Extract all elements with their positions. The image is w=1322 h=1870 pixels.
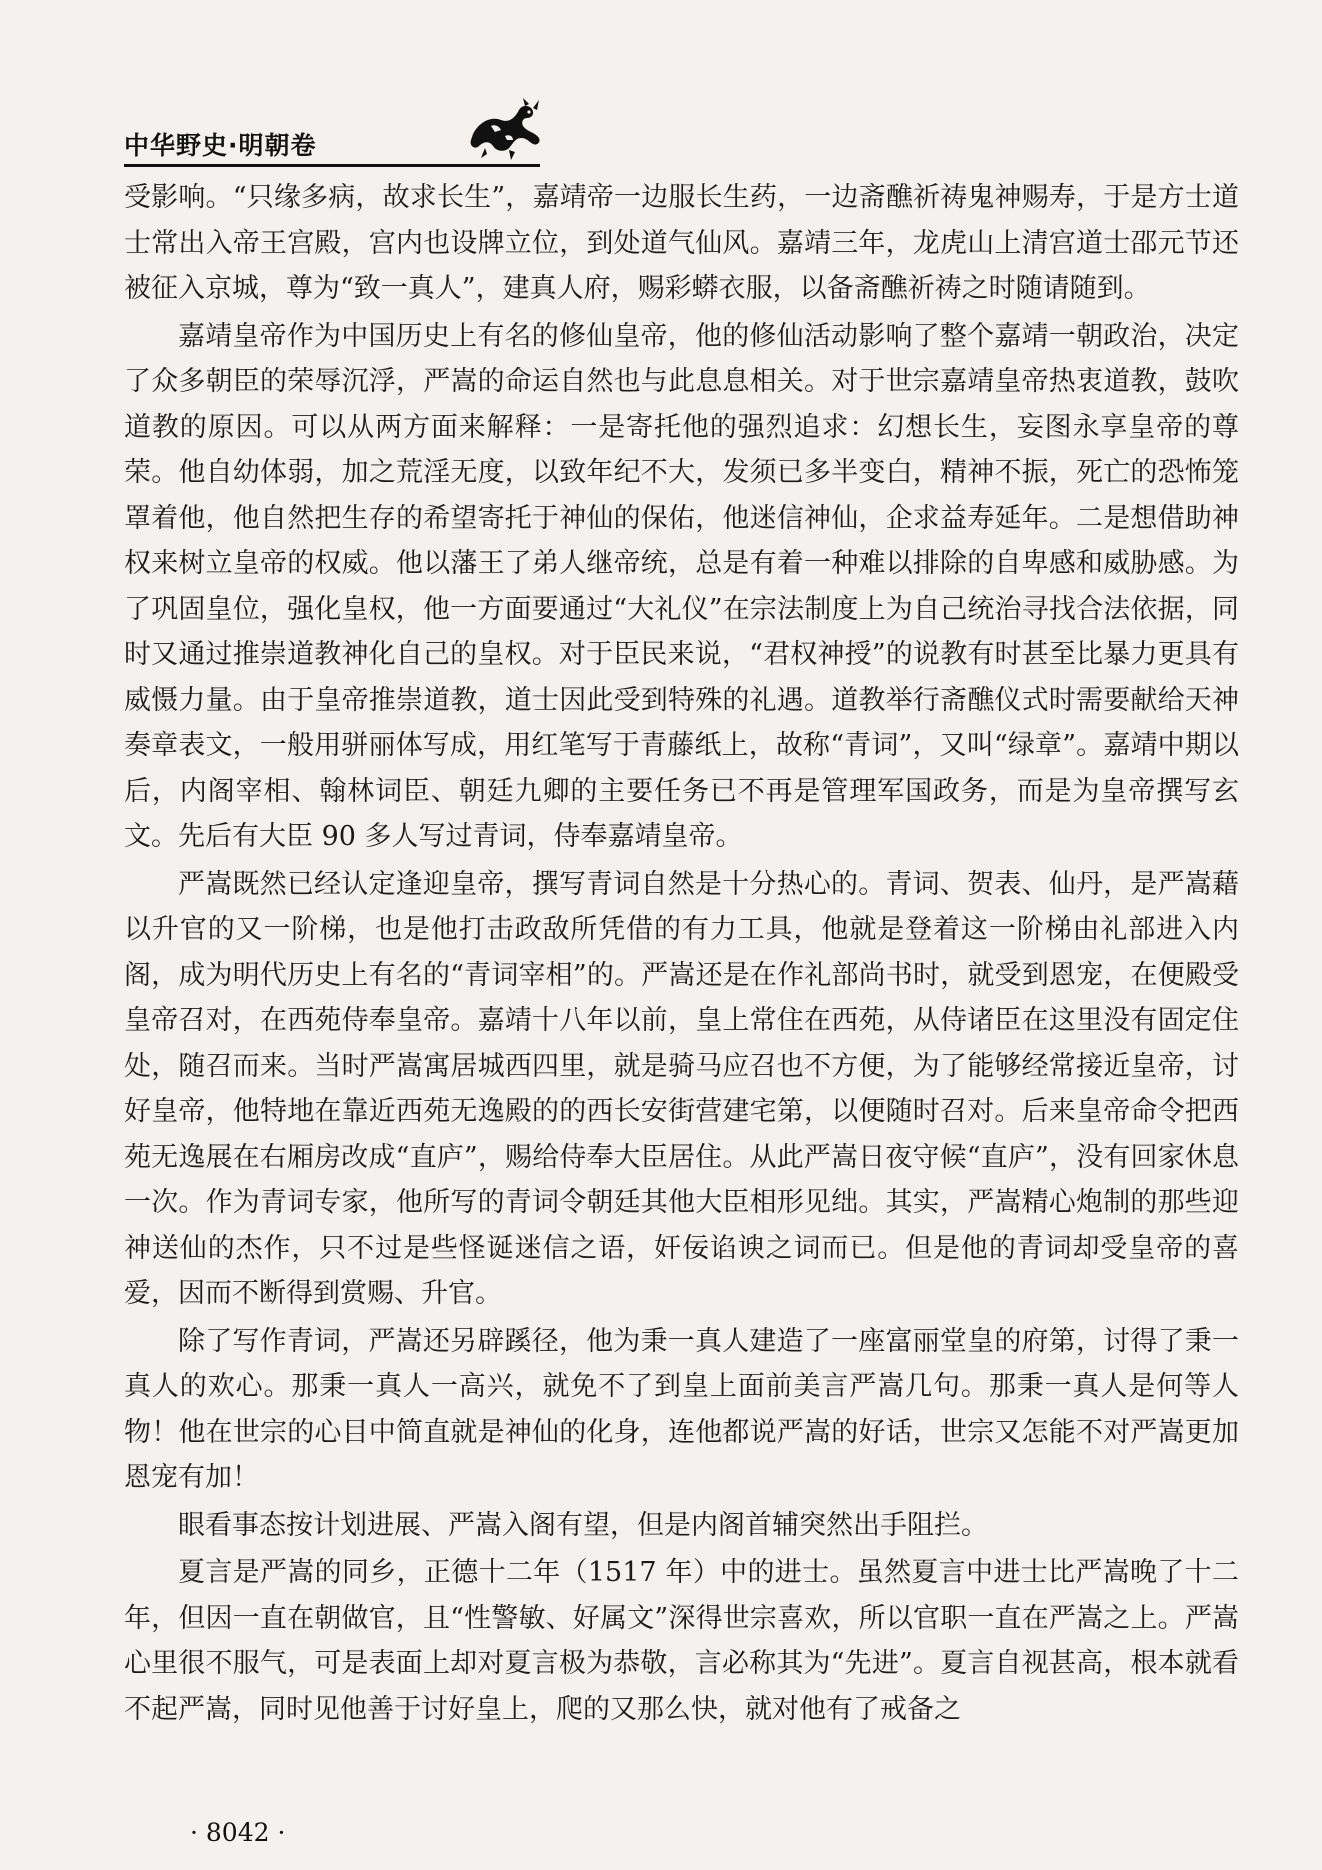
body-text: [124, 175, 1239, 1732]
dragon-icon: [465, 96, 545, 162]
paragraph-2: 嘉靖皇帝作为中国历史上有名的修仙皇帝，他的修仙活动影响了整个嘉靖一朝政治，决定了众多朝臣的荣辱沉浮，严嵩的命运自然也与此息息相关。对于世宗嘉靖皇帝热衷道教，鼓吹道教的原因。可以从两方面来解释：一是寄托他的强烈追求：幻想长生，妄图永享皇帝的尊荣。他自幼体弱，加之荒淫无度，以致年纪不大，发须已多半变白，精神不振，死亡的恐怖笼罩着他，他自然把生存的希望寄托于神仙的保佑，他迷信神仙，企求益寿延年。二是想借助神权来树立皇帝的权威。他以藩王了弟人继帝统，总是有着一种难以排除的自卑感和威胁感。为了巩固皇位，强化皇权，他一方面要通过“大礼仪”在宗法制度上为自己统治寻找合法依据，同时又通过推崇道教神化自己的皇权。对于臣民来说，“君权神授”的说教有时甚至比暴力更具有威慑力量。由于皇帝推崇道教，道士因此受到特殊的礼遇。道教举行斋醮仪式时需要献给天神奏章表文，一般用骈丽体写成，用红笔写于青藤纸上，故称“青词”，又叫“绿章”。嘉靖中期以后，内阁宰相、翰林词臣、朝廷九卿的主要任务已不再是管理军国政务，而是为皇帝撰写玄文。先后有大臣 90 多人写过青词，侍奉嘉靖皇帝。: [124, 320, 1239, 852]
paragraph-3: 严嵩既然已经认定逢迎皇帝，撰写青词自然是十分热心的。青词、贺表、仙丹，是严嵩藉以升官的又一阶梯，也是他打击政敌所凭借的有力工具，他就是登着这一阶梯由礼部进入内阁，成为明代历史上有名的“青词宰相”的。严嵩还是在作礼部尚书时，就受到恩宠，在便殿受皇帝召对，在西苑侍奉皇帝。嘉靖十八年以前，皇上常住在西苑，从侍诸臣在这里没有固定住处，随召而来。当时严嵩寓居城西四里，就是骑马应召也不方便，为了能够经常接近皇帝，讨好皇帝，他特地在靠近西苑无逸殿的的西长安街营建宅第，以便随时召对。后来皇帝命令把西苑无逸展在右厢房改成“直庐”，赐给侍奉大臣居住。从此严嵩日夜守候“直庐”，没有回家休息一次。作为青词专家，他所写的青词令朝廷其他大臣相形见绌。其实，严嵩精心炮制的那些迎神送仙的杰作，只不过是些怪诞迷信之语，奸佞谄谀之词而已。但是他的青词却受皇帝的喜爱，因而不断得到赏赐、升官。: [124, 868, 1239, 1309]
page-number: · 8042 ·: [190, 1818, 286, 1847]
header-rule: [124, 164, 540, 167]
paragraph-4: 除了写作青词，严嵩还另辟蹊径，他为秉一真人建造了一座富丽堂皇的府第，讨得了秉一真人的欢心。那秉一真人一高兴，就免不了到皇上面前美言严嵩几句。那秉一真人是何等人物！他在世宗的心目中简直就是神仙的化身，连他都说严嵩的好话，世宗又怎能不对严嵩更加恩宠有加！: [124, 1325, 1239, 1493]
paragraph-5: 眼看事态按计划进展、严嵩入阁有望，但是内阁首辅突然出手阻拦。: [178, 1509, 988, 1541]
paragraph-6: 夏言是严嵩的同乡，正德十二年（1517 年）中的进士。虽然夏言中进士比严嵩晚了十二年，但因一直在朝做官，且“性警敏、好属文”深得世宗喜欢，所以官职一直在严嵩之上。严嵩心里很不服气，可是表面上却对夏言极为恭敬，言必称其为“先进”。夏言自视甚高，根本就看不起严嵩，同时见他善于讨好皇上，爬的又那么快，就对他有了戒备之: [124, 1557, 1239, 1725]
book-title: 中华野史·明朝卷: [124, 131, 317, 160]
paragraph-1: 受影响。“只缘多病，故求长生”，嘉靖帝一边服长生药，一边斋醮祈祷鬼神赐寿，于是方士道士常出入帝王宫殿，宫内也设牌立位，到处道气仙风。嘉靖三年，龙虎山上清宫道士邵元节还被征入京城，尊为“致一真人”，建真人府，赐彩蟒衣服，以备斋醮祈祷之时随请随到。: [124, 182, 1239, 304]
